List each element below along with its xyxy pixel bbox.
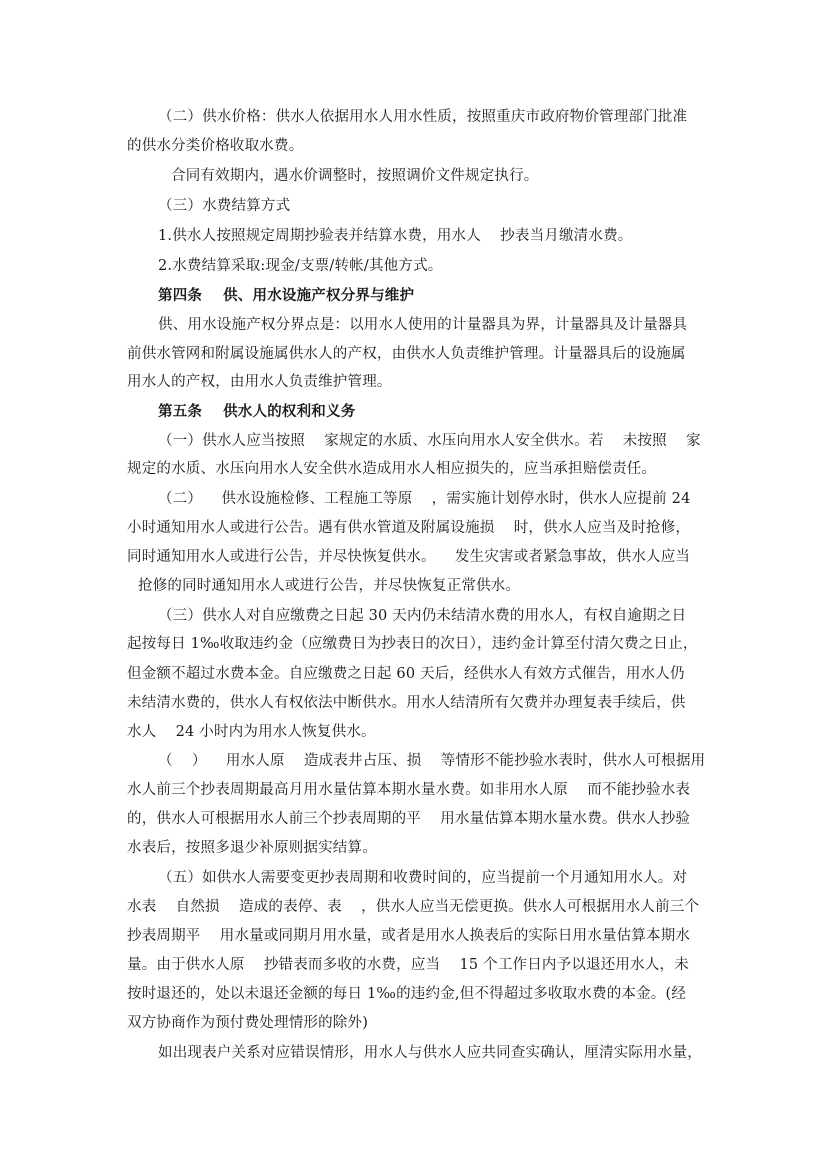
article-heading: 第四条 供、用水设施产权分界与维护 [158, 287, 415, 304]
article-heading: 第五条 供水人的权利和义务 [158, 403, 356, 420]
paragraph-line: （一）供水人应当按照 家规定的水质、水压向用水人安全供水。若 未按照 家 [158, 433, 701, 449]
paragraph-line: 未结清水费的，供水人有权依法中断供水。用水人结清所有欠费并办理复表手续后，供 [127, 695, 686, 711]
paragraph-line: （三）供水人对自应缴费之日起 30 天内仍未结清水费的用水人，有权自逾期之日 [158, 608, 687, 624]
paragraph-line: （二） 供水设施检修、工程施工等原 ，需实施计划停水时，供水人应提前 24 [158, 491, 691, 507]
paragraph-line: 水表后，按照多退少补原则据实结算。 [127, 840, 377, 856]
paragraph-line: 1.供水人按照规定周期抄验表并结算水费，用水人 抄表当月缴清水费。 [158, 228, 633, 244]
section-heading: （三）水费结算方式 [158, 198, 291, 214]
paragraph-line: 的供水分类价格收取水费。 [127, 138, 304, 154]
paragraph-line: 双方协商作为预付费处理情形的除外) [127, 1015, 369, 1031]
paragraph-line: 水表 自然损 造成的表停、表 ，供水人应当无偿更换。供水人可根据用水人前三个 [127, 899, 700, 915]
paragraph-line: 用水人的产权，由用水人负责维护管理。 [127, 374, 392, 390]
paragraph-line: 水人前三个抄表周期最高月用水量估算本期水量水费。如非用水人原 而不能抄验水表 [127, 782, 691, 798]
paragraph-line: 的，供水人可根据用水人前三个抄表周期的平 用水量估算本期水量水费。供水人抄验 [127, 811, 691, 827]
paragraph-line: 2.水费结算采取:现金/支票/转帐/其他方式。 [158, 258, 443, 274]
paragraph-line: 水人 24 小时内为用水人恢复供水。 [127, 724, 376, 740]
paragraph-line: （五）如供水人需要变更抄表周期和收费时间的，应当提前一个月通知用水人。对 [158, 870, 688, 886]
paragraph-line: 合同有效期内，遇水价调整时，按照调价文件规定执行。 [171, 168, 539, 184]
paragraph-line: 规定的水质、水压向用水人安全供水造成用水人相应损失的，应当承担赔偿责任。 [127, 461, 657, 477]
paragraph-line: （ ） 用水人原 造成表井占压、损 等情形不能抄验水表时，供水人可根据用 [158, 753, 706, 769]
paragraph-line: 小时通知用水人或进行公告。遇有供水管道及附属设施损 时，供水人应当及时抢修， [127, 520, 691, 536]
paragraph-line: 按时退还的，处以未退还金额的每日 1‰的违约金,但不得超过多收取水费的本金。(经 [127, 986, 687, 1002]
paragraph-line: 量。由于供水人原 抄错表而多收的水费，应当 15 个工作日内予以退还用水人，未 [127, 957, 689, 973]
paragraph-line: 但金额不超过水费本金。自应缴费之日起 60 天后，经供水人有效方式催告，用水人仍 [127, 666, 685, 682]
paragraph-line: 抄表周期平 用水量或同期月用水量，或者是用水人换表后的实际日用水量估算本期水 [127, 928, 691, 944]
paragraph-line: 起按每日 1‰收取违约金（应缴费日为抄表日的次日），违约金计算至付清欠费之日止， [127, 636, 698, 652]
paragraph-line: 前供水管网和附属设施属供水人的产权，由供水人负责维护管理。计量器具后的设施属 [127, 346, 686, 362]
paragraph-line: 同时通知用水人或进行公告，并尽快恢复供水。 发生灾害或者紧急事故，供水人应当 [127, 549, 691, 565]
paragraph-line: 如出现表户关系对应错误情形，用水人与供水人应共同查实确认，厘清实际用水量， [158, 1045, 702, 1061]
paragraph-line: 供、用水设施产权分界点是：以用水人使用的计量器具为界，计量器具及计量器具 [158, 317, 688, 333]
paragraph-line: 抢修的同时通知用水人或进行公告，并尽快恢复正常供水。 [138, 578, 521, 594]
paragraph-line: （二）供水价格：供水人依据用水人用水性质，按照重庆市政府物价管理部门批准 [158, 109, 688, 125]
